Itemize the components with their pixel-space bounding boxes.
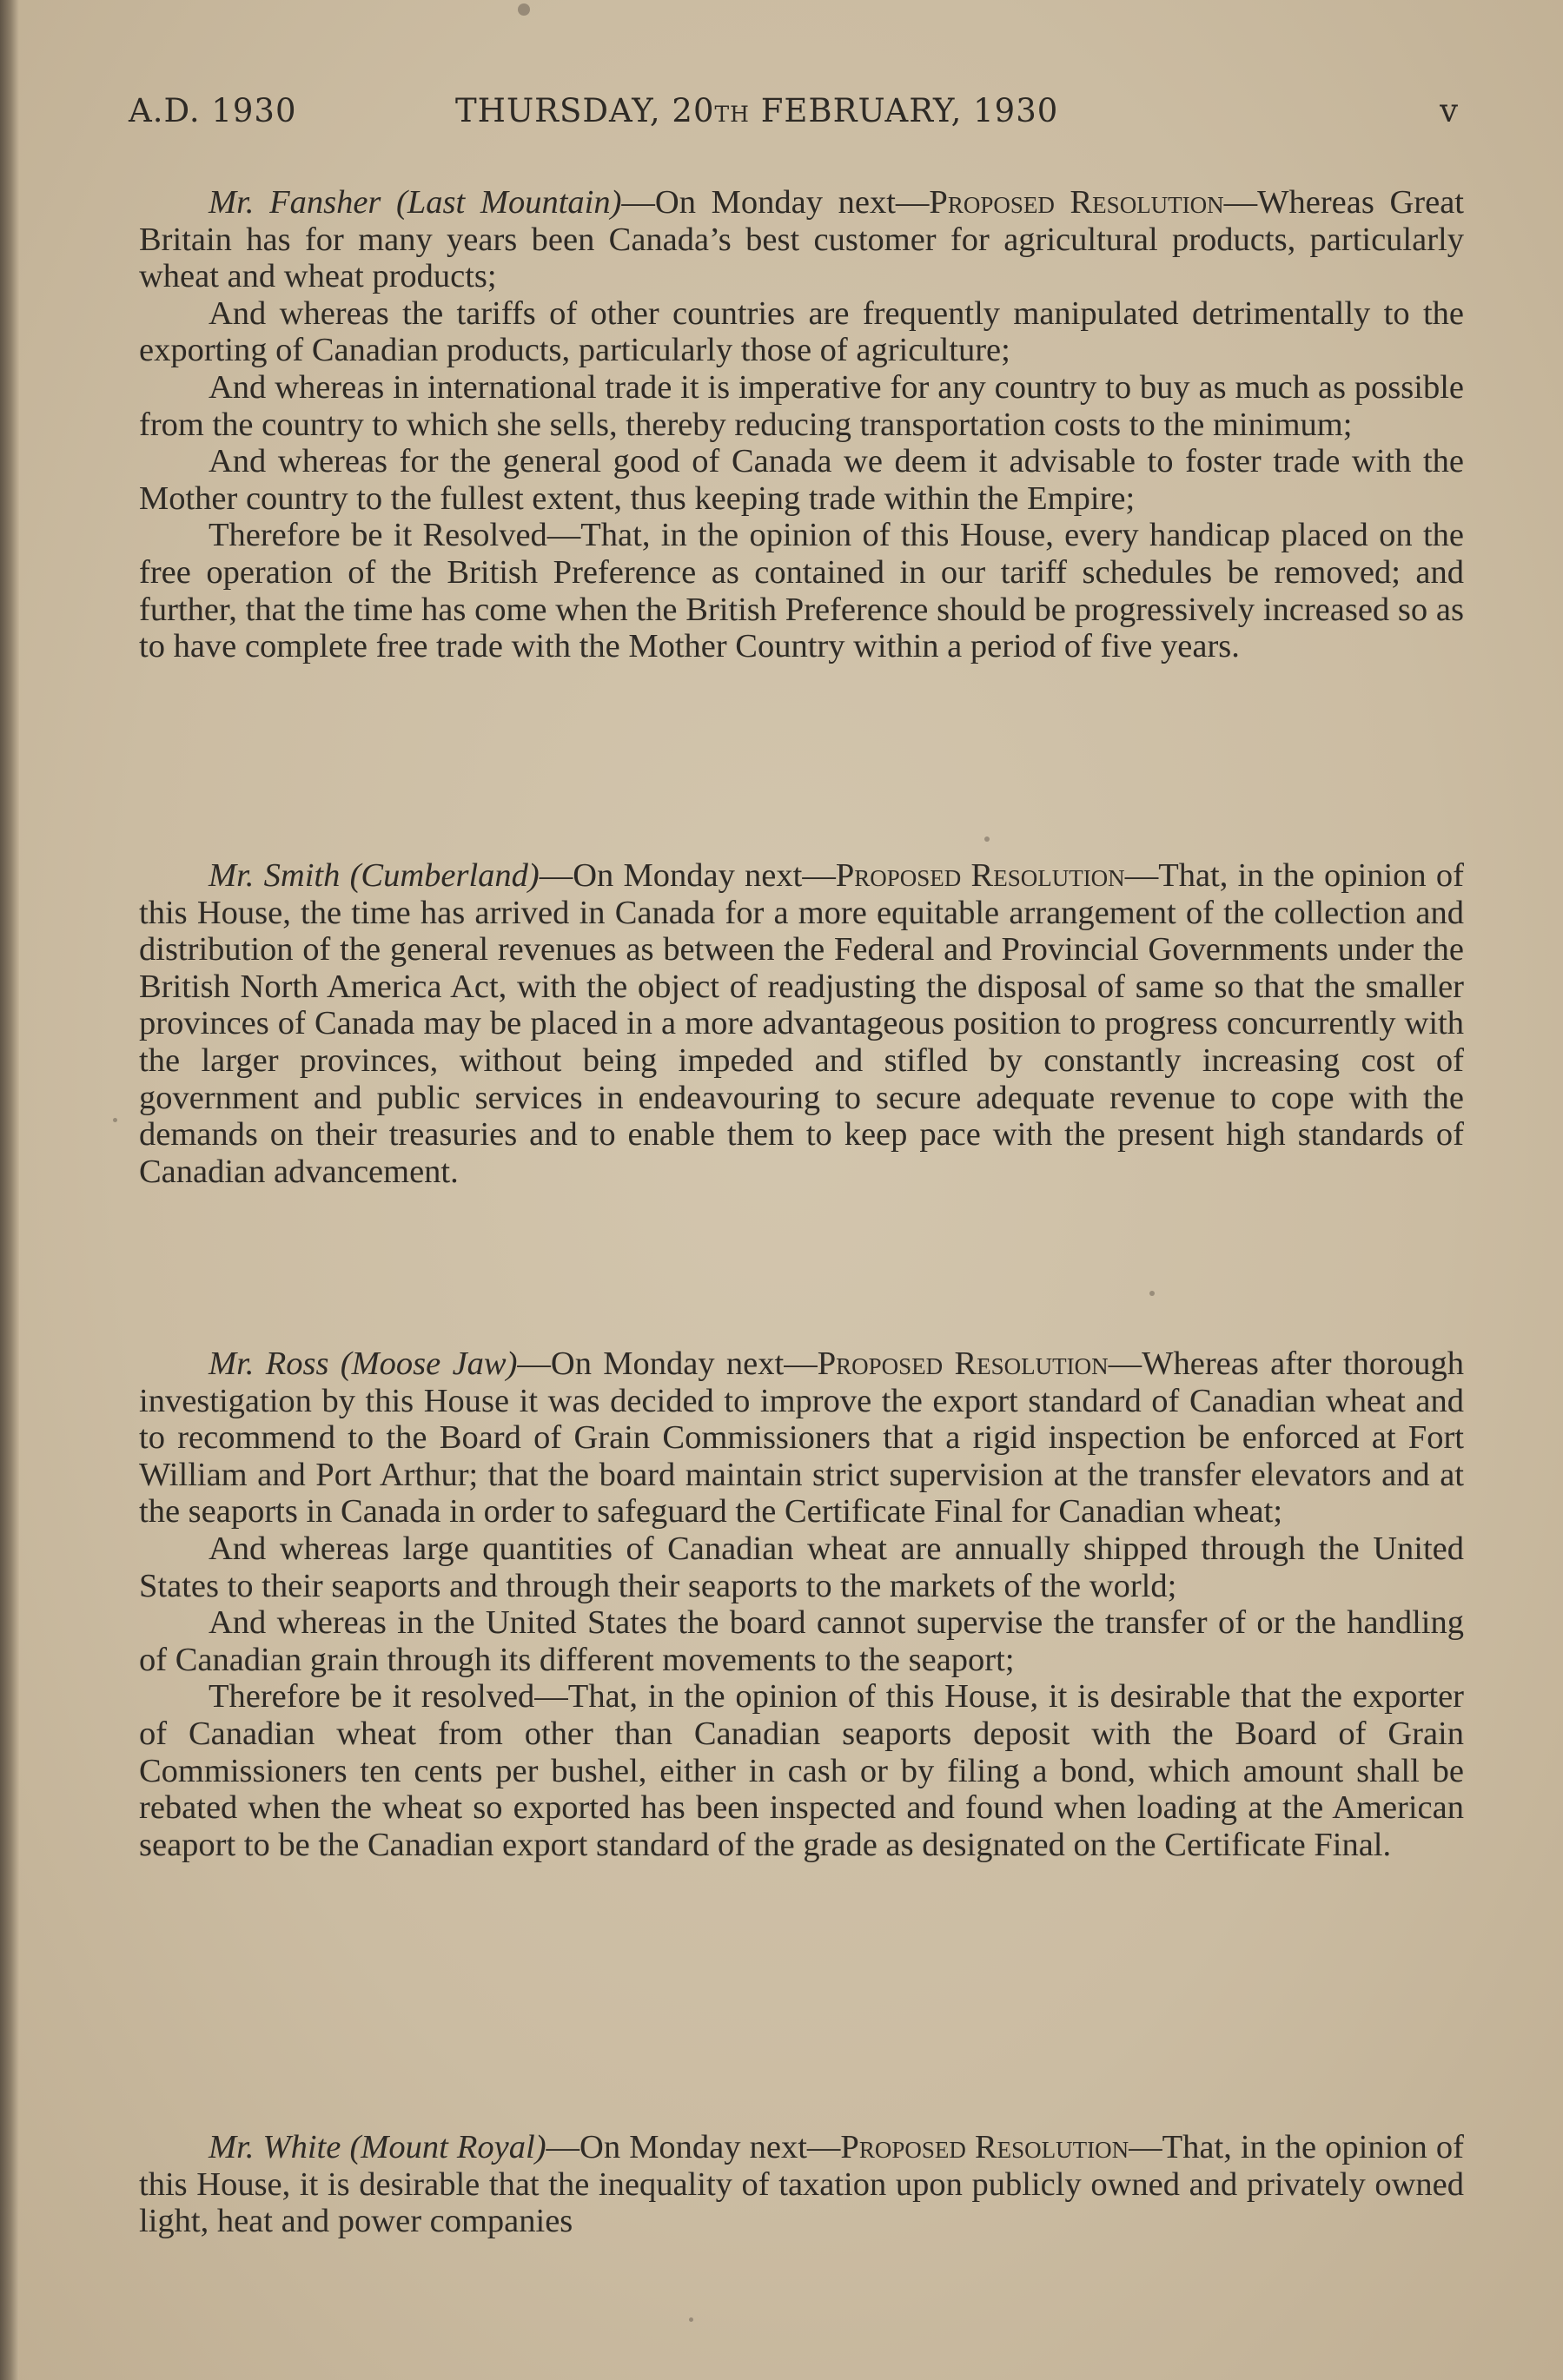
header-day: THURSDAY, 20 bbox=[455, 92, 715, 129]
resolution-opening: Mr. White (Mount Royal)—On Monday next—Proposed Resolution—That, in the opinion of this House, it is desirable that the inequality of taxation upon publicly owned and privately owned light, heat and power companies bbox=[139, 2129, 1464, 2240]
paper-speck bbox=[518, 3, 530, 16]
notice-day: On Monday next bbox=[654, 184, 896, 221]
resolution-text: Whereas after thorough investigation by this House it was decided to improve the export standard of Canadian wheat and to recommend to the Board of Grain Commissioners that a rigid inspection be enforced at Fort William and Port Arthur; that the board maintain strict supervision at the transfer elevators and at the seaports in Canada in order to safeguard the Certificate Final for Canadian wheat; bbox=[139, 1345, 1464, 1530]
resolution-label: Proposed Resolution bbox=[817, 1345, 1109, 1382]
resolution-clause: And whereas in international trade it is imperative for any country to buy as much as possible from the country to which she sells, thereby reducing transportation costs to the minimum; bbox=[139, 368, 1464, 443]
mover-name: Mr. Fansher (Last Mountain) bbox=[209, 184, 622, 221]
resolution-clause: Therefore be it Resolved—That, in the opinion of this House, every handicap placed on the free operation of the British Preference as contained in our tariff schedules be removed; and further, that the time has come when the British Preference should be progressively increased so as to have complete free trade with the Mother Country within a period of five years. bbox=[139, 517, 1464, 665]
page-header bbox=[129, 92, 1459, 144]
resolution-clause: And whereas in the United States the board cannot supervise the transfer of or the handling of Canadian grain through its different movements to the seaport; bbox=[139, 1604, 1464, 1678]
mover-name: Mr. Ross (Moose Jaw) bbox=[209, 1345, 518, 1382]
resolution-text: That, in the opinion of this House, the time has arrived in Canada for a more equitable arrangement of the collection and distribution of the general revenues as between the Federal and Provincial Governments under the British North America Act, with the object of readjusting the disposal of same so that the smaller provinces of Canada may be placed in a more advantageous position to progress concurrently with the larger provinces, without being impeded and stifled by constantly increasing cost of government and public services in endeavouring to secure adequate revenue to cope with the demands on their treasuries and to enable them to keep pace with the present high standards of Canadian advancement. bbox=[139, 857, 1464, 1190]
mover-name: Mr. White (Mount Royal) bbox=[209, 2129, 546, 2165]
book-spine-shadow bbox=[0, 0, 19, 2380]
paper-speck bbox=[113, 1118, 117, 1122]
resolution-text: That, in the opinion of this House, it is desirable that the inequality of taxation upon publicly owned and privately owned light, heat and power companies bbox=[139, 2129, 1464, 2240]
paper-speck bbox=[1149, 1291, 1155, 1296]
mover-name: Mr. Smith (Cumberland) bbox=[209, 857, 540, 894]
resolution-opening: Mr. Smith (Cumberland)—On Monday next—Proposed Resolution—That, in the opinion of this House, the time has arrived in Canada for a more equitable arrangement of the collection and distribution of the general revenues as between the Federal and Provincial Governments under the British North America Act, with the object of readjusting the disposal of same so that the smaller provinces of Canada may be placed in a more advantageous position to progress concurrently with the larger provinces, without being impeded and stifled by constantly increasing cost of government and public services in endeavouring to secure adequate revenue to cope with the demands on their treasuries and to enable them to keep pace with the present high standards of Canadian advancement. bbox=[139, 857, 1464, 1190]
resolution-clause: And whereas for the general good of Canada we deem it advisable to foster trade with the Mother country to the fullest extent, thus keeping trade within the Empire; bbox=[139, 443, 1464, 517]
paper-speck bbox=[984, 836, 990, 842]
resolution-clause: Therefore be it resolved—That, in the opinion of this House, it is desirable that the exporter of Canadian wheat from other than Canadian seaports deposit with the Board of Grain Commissioners ten cents per bushel, either in cash or by filing a bond, which amount shall be rebated when the wheat so exported has been inspected and found when loading at the American seaport to be the Canadian export standard of the grade as designated on the Certificate Final. bbox=[139, 1678, 1464, 1863]
resolution-text: Whereas Great Britain has for many years been Canada’s best customer for agricultural products, particularly wheat and wheat products; bbox=[139, 184, 1464, 295]
notice-day: On Monday next bbox=[573, 857, 803, 894]
resolution-opening: Mr. Ross (Moose Jaw)—On Monday next—Proposed Resolution—Whereas after thorough investigation by this House it was decided to improve the export standard of Canadian wheat and to recommend to the Board of Grain Commissioners that a rigid inspection be enforced at Fort William and Port Arthur; that the board maintain strict supervision at the transfer elevators and at the seaports in Canada in order to safeguard the Certificate Final for Canadian wheat; bbox=[139, 1345, 1464, 1530]
header-ordinal: TH bbox=[714, 102, 750, 127]
notice-day: On Monday next bbox=[580, 2129, 807, 2165]
resolution-fansher bbox=[139, 184, 1464, 665]
resolution-clause: And whereas large quantities of Canadian wheat are annually shipped through the United States to their seaports and through their seaports to the markets of the world; bbox=[139, 1530, 1464, 1604]
resolution-smith bbox=[139, 857, 1464, 1190]
resolution-white bbox=[139, 2129, 1464, 2240]
resolution-ross bbox=[139, 1345, 1464, 1863]
resolution-label: Proposed Resolution bbox=[840, 2129, 1129, 2165]
resolution-opening: Mr. Fansher (Last Mountain)—On Monday next—Proposed Resolution—Whereas Great Britain has for many years been Canada’s best customer for agricultural products, particularly wheat and wheat products; bbox=[139, 184, 1464, 295]
resolution-label: Proposed Resolution bbox=[835, 857, 1125, 894]
header-date bbox=[455, 92, 1058, 129]
page-number: v bbox=[1440, 92, 1459, 129]
header-year: A.D. 1930 bbox=[129, 92, 297, 129]
notice-day: On Monday next bbox=[550, 1345, 785, 1382]
header-month-year: FEBRUARY, 1930 bbox=[749, 92, 1059, 129]
paper-speck bbox=[689, 2317, 693, 2322]
resolution-clause: And whereas the tariffs of other countries are frequently manipulated detrimentally to the exporting of Canadian products, particularly those of agriculture; bbox=[139, 294, 1464, 369]
resolution-label: Proposed Resolution bbox=[929, 184, 1224, 221]
